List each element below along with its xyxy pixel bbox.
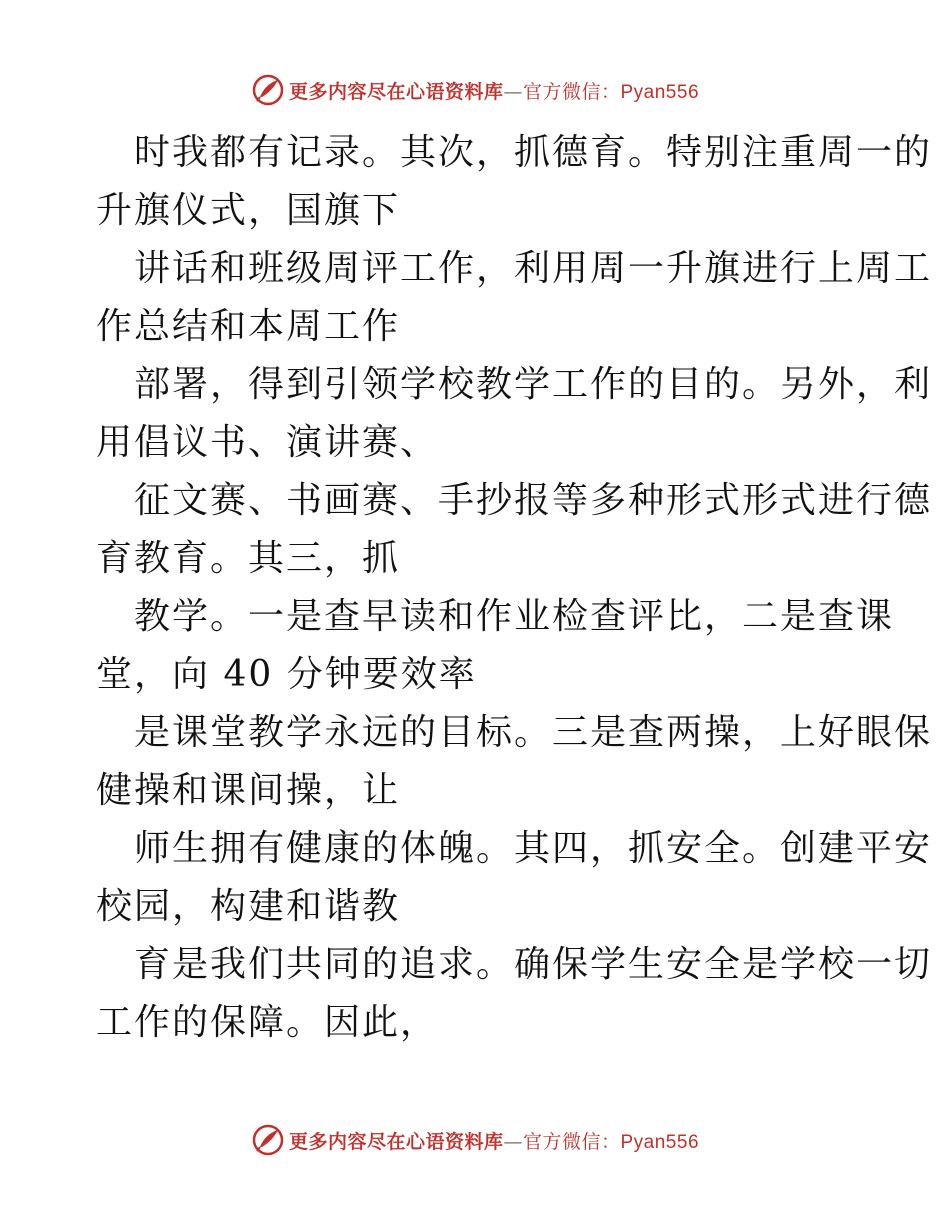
paragraph-line: 是课堂教学永远的目标。三是查两操，上好眼保 [134, 712, 933, 753]
paragraph-line: 作总结和本周工作 [96, 306, 401, 347]
paragraph-line: 工作的保障。因此， [96, 1002, 439, 1043]
header-banner-dash: — [503, 80, 523, 103]
header-wechat-label: 官方微信： [522, 80, 621, 103]
paragraph-line: 师生拥有健康的体魄。其四，抓安全。创建平安 [134, 828, 933, 869]
paragraph-line: 教学。一是查早读和作业检查评比，二是查课 [134, 596, 895, 637]
footer-wechat-id: Pyan556 [620, 1131, 700, 1153]
paragraph-line: 讲话和班级周评工作，利用周一升旗进行上周工 [134, 248, 933, 289]
quill-logo-icon [251, 1123, 285, 1157]
header-banner [0, 70, 950, 110]
header-banner-label [289, 77, 699, 104]
paragraph-line: 时我都有记录。其次，抓德育。特别注重周一的 [134, 132, 933, 173]
document-body [96, 124, 933, 1052]
paragraph-line: 育是我们共同的追求。确保学生安全是学校一切 [134, 944, 933, 985]
footer-banner-text: 更多内容尽在心语资料库 [288, 1130, 504, 1153]
paragraph-line: 育教育。其三，抓 [96, 538, 401, 579]
paragraph-line: 征文赛、书画赛、手抄报等多种形式形式进行德 [134, 480, 933, 521]
quill-logo-icon [251, 73, 285, 107]
paragraph-line: 部署，得到引领学校教学工作的目的。另外，利 [134, 364, 933, 405]
footer-banner [0, 1120, 950, 1160]
paragraph-line: 用倡议书、演讲赛、 [96, 422, 439, 463]
paragraph-line: 校园，构建和谐教 [96, 886, 401, 927]
paragraph-line: 健操和课间操，让 [96, 770, 401, 811]
footer-wechat-label: 官方微信： [522, 1130, 621, 1153]
footer-banner-label [289, 1127, 699, 1154]
paragraph-line: 堂，向 40 分钟要效率 [96, 654, 477, 695]
header-banner-text: 更多内容尽在心语资料库 [288, 80, 504, 103]
paragraph-line: 升旗仪式，国旗下 [96, 190, 401, 231]
header-wechat-id: Pyan556 [620, 81, 700, 103]
footer-banner-dash: — [503, 1130, 523, 1153]
